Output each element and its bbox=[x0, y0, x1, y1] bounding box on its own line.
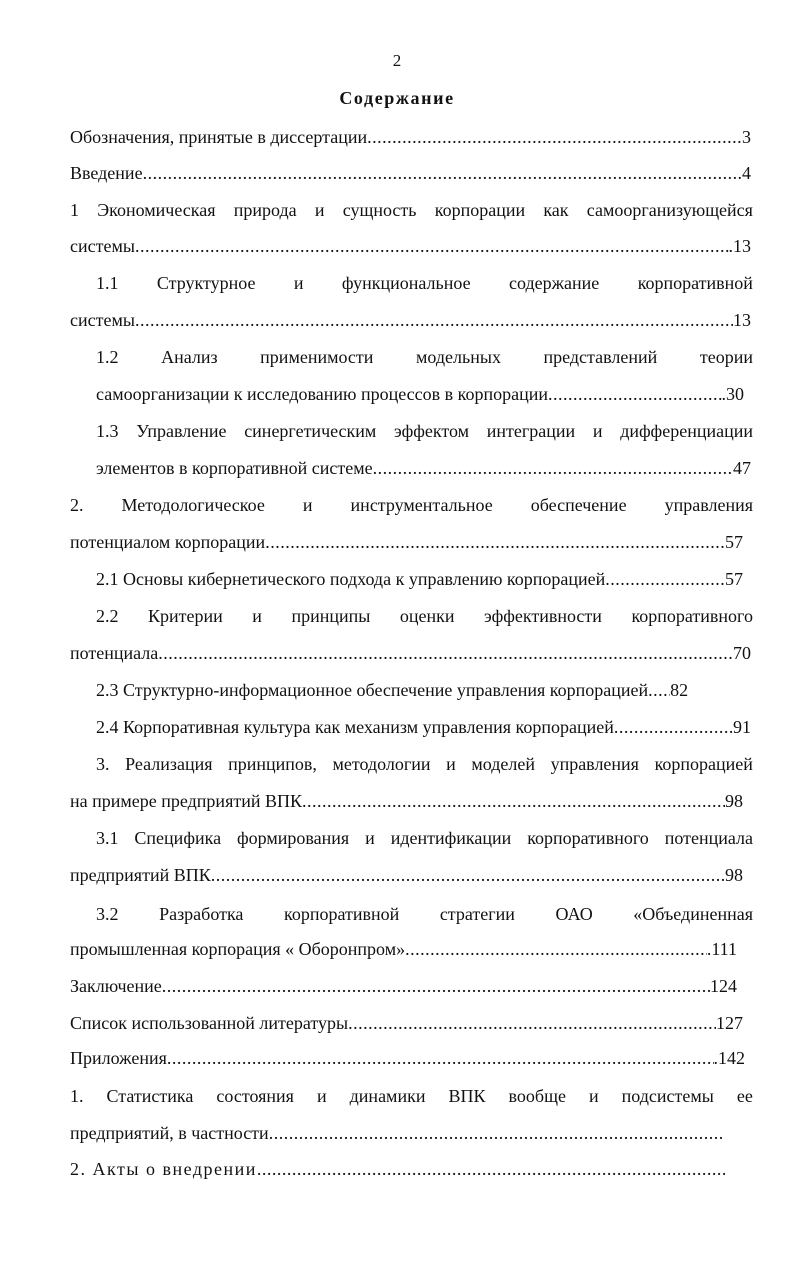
toc-entry-text: самоорганизации к исследованию процессов в корпорации bbox=[96, 384, 548, 404]
toc-word: эффектом bbox=[394, 421, 470, 441]
toc-page-number: 98 bbox=[725, 865, 743, 885]
toc-entry-text: предприятий, в частности bbox=[70, 1123, 269, 1143]
toc-word: представлений bbox=[543, 347, 658, 367]
toc-word: дифференциации bbox=[620, 421, 753, 441]
toc-word: стратегии bbox=[439, 904, 515, 924]
toc-entry-text: на примере предприятий ВПК bbox=[70, 791, 302, 811]
toc-word: 3. bbox=[96, 754, 110, 774]
toc-word: Разработка bbox=[159, 904, 244, 924]
toc-word: и bbox=[314, 200, 325, 220]
toc-leader-dots bbox=[367, 124, 742, 150]
toc-entry-text: 2.1 Основы кибернетического подхода к управлению корпорацией bbox=[96, 569, 606, 589]
toc-word: как bbox=[543, 200, 569, 220]
toc-word: и bbox=[588, 1086, 599, 1106]
toc-word: теории bbox=[699, 347, 753, 367]
toc-leader-dots bbox=[405, 936, 707, 962]
toc-word: вообще bbox=[508, 1086, 566, 1106]
toc-page-number: .13 bbox=[728, 236, 751, 256]
toc-entry-text: 2.3 Структурно-информационное обеспечение управления корпорацией bbox=[96, 680, 649, 700]
toc-entry-section-1-1-cont bbox=[0, 307, 794, 333]
toc-leader-dots bbox=[158, 640, 733, 666]
toc-word: самоорганизующейся bbox=[586, 200, 753, 220]
toc-page-number: .142 bbox=[713, 1048, 745, 1068]
toc-word: и bbox=[365, 828, 375, 848]
toc-word: содержание bbox=[508, 273, 600, 293]
toc-page-number: 57 bbox=[725, 569, 743, 589]
toc-word: инструментальное bbox=[350, 495, 493, 515]
toc-leader-dots bbox=[135, 233, 729, 259]
page-number: 2 bbox=[392, 51, 402, 70]
toc-entry-appendix-2 bbox=[0, 1156, 794, 1182]
toc-word: и bbox=[446, 754, 456, 774]
toc-entry-text: 2. Акты о внедрении bbox=[70, 1159, 257, 1179]
toc-page-number: .30 bbox=[721, 384, 744, 404]
toc-leader-dots bbox=[648, 677, 670, 703]
toc-word: управления bbox=[664, 495, 753, 515]
toc-word: «Объединенная bbox=[633, 904, 753, 924]
toc-entry-section-1-2 bbox=[0, 344, 794, 370]
toc-word: Анализ bbox=[161, 347, 218, 367]
toc-page-number: .4 bbox=[737, 163, 751, 183]
toc-word: и bbox=[592, 421, 603, 441]
toc-entry-section-3-1 bbox=[0, 825, 794, 851]
toc-leader-dots bbox=[211, 862, 725, 888]
toc-entry-introduction bbox=[0, 160, 794, 186]
toc-leader-dots bbox=[135, 307, 733, 333]
toc-word: Экономическая bbox=[97, 200, 216, 220]
toc-word: корпорацией bbox=[654, 754, 753, 774]
toc-word: 1 bbox=[70, 200, 79, 220]
toc-entry-section-2-2-cont bbox=[0, 640, 794, 666]
toc-page-number: 124 bbox=[710, 976, 737, 996]
toc-page-number: 98 bbox=[725, 791, 743, 811]
toc-leader-dots bbox=[167, 1045, 714, 1071]
toc-word: модельных bbox=[416, 347, 501, 367]
toc-leader-dots bbox=[302, 788, 725, 814]
toc-word: и bbox=[252, 606, 262, 626]
toc-word: 1.2 bbox=[96, 347, 119, 367]
toc-entry-text: потенциалом корпорации bbox=[70, 532, 266, 552]
toc-page-number: 47 bbox=[733, 458, 751, 478]
toc-word: Структурное bbox=[156, 273, 256, 293]
toc-entry-text: потенциала bbox=[70, 643, 159, 663]
toc-word: идентификации bbox=[390, 828, 512, 848]
page-title: Содержание bbox=[339, 88, 455, 108]
toc-word: ВПК bbox=[448, 1086, 486, 1106]
toc-leader-dots bbox=[614, 714, 733, 740]
toc-entry-text: Список использованной литературы bbox=[70, 1013, 349, 1033]
toc-page-number: 13 bbox=[733, 310, 751, 330]
toc-word: моделей bbox=[471, 754, 535, 774]
toc-word: принципов, bbox=[228, 754, 317, 774]
toc-word: корпоративной bbox=[283, 904, 400, 924]
toc-entry-text: элементов в корпоративной системе bbox=[96, 458, 373, 478]
toc-entry-section-2-1 bbox=[0, 566, 794, 592]
toc-entry-chapter-3-cont bbox=[0, 788, 794, 814]
toc-word: и bbox=[316, 1086, 327, 1106]
toc-word: синергетическим bbox=[244, 421, 377, 441]
toc-entry-text: предприятий ВПК bbox=[70, 865, 211, 885]
toc-word: формирования bbox=[237, 828, 350, 848]
toc-entry-appendix-1-cont bbox=[0, 1120, 794, 1146]
toc-entry-chapter-2-cont bbox=[0, 529, 794, 555]
toc-word: функциональное bbox=[341, 273, 471, 293]
toc-word: методологии bbox=[332, 754, 431, 774]
toc-entry-section-3-2 bbox=[0, 901, 794, 927]
toc-word: корпорации bbox=[434, 200, 526, 220]
toc-word: 2.2 bbox=[96, 606, 119, 626]
toc-entry-conclusion bbox=[0, 973, 794, 999]
toc-entry-chapter-1-cont bbox=[0, 233, 794, 259]
toc-entry-section-1-3 bbox=[0, 418, 794, 444]
toc-entry-section-2-3 bbox=[0, 677, 794, 703]
toc-entry-appendices bbox=[0, 1045, 794, 1071]
toc-entry-section-1-3-cont bbox=[0, 455, 794, 481]
toc-word: интеграции bbox=[486, 421, 576, 441]
toc-entry-appendix-1 bbox=[0, 1083, 794, 1109]
toc-word: 1.1 bbox=[96, 273, 119, 293]
toc-word: 1.3 bbox=[96, 421, 119, 441]
toc-entry-chapter-1 bbox=[0, 197, 794, 223]
toc-page-number: 127 bbox=[716, 1013, 743, 1033]
toc-word: 3.1 bbox=[96, 828, 119, 848]
toc-page-number: 57 bbox=[725, 532, 743, 552]
toc-word: корпоративного bbox=[631, 606, 753, 626]
toc-word: оценки bbox=[399, 606, 455, 626]
toc-word: применимости bbox=[260, 347, 374, 367]
toc-entry-section-3-2-cont bbox=[0, 936, 794, 962]
toc-word: и bbox=[302, 495, 313, 515]
toc-entry-references bbox=[0, 1010, 794, 1036]
toc-word: корпоративной bbox=[637, 273, 753, 293]
toc-page-number: 91 bbox=[733, 717, 751, 737]
toc-word: и bbox=[293, 273, 304, 293]
toc-entry-text: Заключение bbox=[70, 976, 162, 996]
toc-page-number: 82 bbox=[670, 680, 689, 700]
toc-leader-dots bbox=[162, 973, 710, 999]
toc-page-number: 3 bbox=[742, 127, 751, 147]
toc-entry-text: системы bbox=[70, 310, 135, 330]
toc-word: потенциала bbox=[664, 828, 753, 848]
toc-word: Реализация bbox=[125, 754, 213, 774]
toc-entry-section-3-1-cont bbox=[0, 862, 794, 888]
toc-word: Критерии bbox=[148, 606, 223, 626]
toc-entry-text: системы bbox=[70, 236, 135, 256]
toc-word: ОАО bbox=[555, 904, 593, 924]
toc-word: Специфика bbox=[134, 828, 222, 848]
toc-word: динамики bbox=[349, 1086, 426, 1106]
toc-entry-text: Обозначения, принятые в диссертации bbox=[70, 127, 368, 147]
toc-leader-dots bbox=[257, 1156, 725, 1182]
toc-leader-dots bbox=[373, 455, 733, 481]
toc-word: корпоративного bbox=[527, 828, 649, 848]
toc-entry-chapter-3 bbox=[0, 751, 794, 777]
toc-entry-chapter-2 bbox=[0, 492, 794, 518]
toc-word: сущность bbox=[342, 200, 417, 220]
toc-word: Методологическое bbox=[121, 495, 265, 515]
toc-page-number: .111 bbox=[706, 939, 737, 959]
toc-word: Статистика bbox=[106, 1086, 194, 1106]
toc-word: обеспечение bbox=[530, 495, 627, 515]
toc-entry-text: 2.4 Корпоративная культура как механизм управления корпорацией bbox=[96, 717, 614, 737]
toc-page-number: 70 bbox=[733, 643, 751, 663]
toc-word: состояния bbox=[216, 1086, 294, 1106]
toc-word: природа bbox=[233, 200, 297, 220]
toc-entry-text: промышленная корпорация « Оборонпром» bbox=[70, 939, 406, 959]
toc-leader-dots bbox=[143, 160, 738, 186]
toc-word: эффективности bbox=[484, 606, 602, 626]
toc-word: Управление bbox=[136, 421, 227, 441]
toc-word: ее bbox=[736, 1086, 753, 1106]
toc-word: управления bbox=[550, 754, 639, 774]
toc-entry-section-1-2-cont bbox=[0, 381, 794, 407]
toc-leader-dots bbox=[265, 529, 725, 555]
toc-word: 2. bbox=[70, 495, 84, 515]
toc-entry-section-2-2 bbox=[0, 603, 794, 629]
toc-entry-section-1-1 bbox=[0, 270, 794, 296]
toc-leader-dots bbox=[605, 566, 725, 592]
toc-entry-section-2-4 bbox=[0, 714, 794, 740]
toc-word: подсистемы bbox=[621, 1086, 714, 1106]
toc-entry-text: Введение bbox=[70, 163, 143, 183]
toc-leader-dots bbox=[348, 1010, 716, 1036]
toc-leader-dots bbox=[269, 1120, 725, 1146]
toc-leader-dots bbox=[548, 381, 722, 407]
toc-word: 1. bbox=[70, 1086, 84, 1106]
toc-word: 3.2 bbox=[96, 904, 119, 924]
toc-entry-text: Приложения bbox=[70, 1048, 167, 1068]
toc-entry-notation bbox=[0, 124, 794, 150]
toc-word: принципы bbox=[291, 606, 371, 626]
